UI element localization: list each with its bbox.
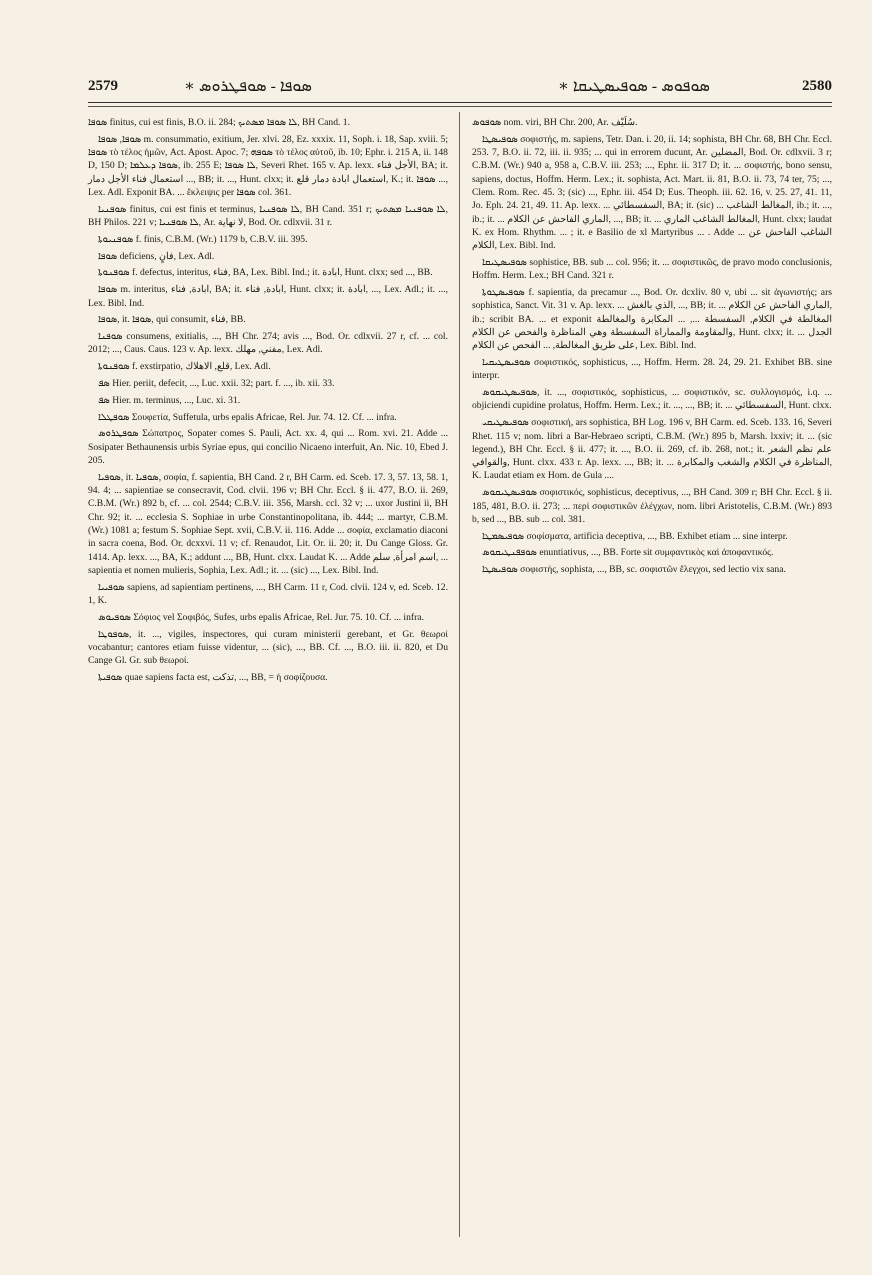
page-number-right: 2580: [802, 78, 832, 94]
dictionary-entry: ܣܘܦܝܣܡܛܐ σοφίσματα, artificia deceptiva, ..., BB. Exhibet etiam ... sine interpr.: [482, 530, 788, 542]
right-column: [472, 116, 832, 580]
dictionary-entry: ܣܘܦܝܣܛܐ σοφιστής, m. sapiens, Tetr. Dan. i. 20, ii. 14; sophista, BH Chr. 68, BH Chr. Eccl. 253. 7, B.O. ii. 72, iii. ii. 935; ... qui in errorem ducunt, Ar. المضلين, Bod. Or. cdlxvii. 3 r; C.B.M. (Wr.) 940 a, 958 a, C.B.V. iii. 253; ..., Ephr. ii. 317 D; it. ... σοφιστής, bono sensu, sapiens, doctus, Hoffm. Herm. Lex.; it. sophista, Act. Mart. ii. 81, B.O. ii. 73, 74 ter, 75; ..., Clem. Rom. Rec. 45. 3; (sic) ..., Ephr. iii. 454 D; Eus. Theoph. iii. 62. 16, v. 25. 27, 41. 11, Jo. Eph. 24. 21, 49. 11. Ap. lexx. ... السفسطائي, BA; it. (sic) ... المغالط الشاغب, ib.; it. ..., ib.; it. ... الماري الفاحش عن الكلام, ..., BB; it. ... المغالط الشاغب الماري, Hunt. clxx; laudat K. ex Hom. Rhythm. ... ; it. e Basilio de xl Martyribus ... . Adde ... الشاغب الفاحش عن الكلام, Lex. Bibl. Ind.: [472, 133, 833, 252]
dictionary-entry: ܣܘܦܢܘܬܐ f. defectus, interitus, فناء, BA, Lex. Bibl. Ind.; it. ابادة, Hunt. clxx; sed ..., BB.: [98, 267, 433, 279]
dictionary-entry: ܣܘܦܝܣܛܐ σοφιστής, sophista, ..., BB, sc. σοφιστῶν ἔλεγχοι, sed lectio vix sana.: [482, 564, 786, 576]
dictionary-entry: ܣܘܦܝܣܛܝܩܘܣ σοφιστικός, sophisticus, deceptivus, ..., BH Cand. 309 r; BH Chr. Eccl. § ii. 185, 481, B.O. ii. 273; ... περὶ σοφιστικῶν ἐλέγχων, nom. libri Aristotelis, C.B.M. (Wr.) 893 b, sed ..., BB. sub ... col. 381.: [472, 487, 832, 525]
column-divider: [459, 112, 460, 1237]
dictionary-entry: ܣܘܦܢܝܐ finitus, cui est finis et terminus, ܠܐ ܣܘܦܢܝܐ, BH Cand. 351 r; ܠܐ ܣܘܦܢܝܐ ܡܣܬܝܟ, BH Philos. 221 v; ܠܐ ܣܘܦܢܝܐ, Ar. لا نهاية, Bod. Or. cdlxvii. 31 r.: [88, 203, 448, 229]
dictionary-entry: ܣܘܦܝܣܛܝܩܐ sophistice, BB. sub ... col. 956; it. ... σοφιστικῶς, de pravo modo conclusionis, Hoffm. Herm. Lex.; BH Cand. 321 r.: [472, 256, 832, 282]
dictionary-entry: ܣܘܦܘܣ nom. viri, BH Chr. 200, Ar. سُلَيْف.: [472, 117, 638, 128]
dictionary-entry: ܣܘܦܝܣܛܝܩܘܣ, it. ..., σοφιστικός, sophisticus, ... σοφιστικόν, sc. συλλογισμός, i.q. ... objiciendi cupidine prolatus, Hoffm. Herm. Lex.; it. ..., ..., BB; it. ... السفسطائي, Hunt. clxx.: [472, 387, 832, 412]
dictionary-entry: ܣܘܦܐ, ܣܘܦܐ m. consummatio, exitium, Jer. xlvi. 28, Ez. xxxix. 11, Soph. i. 18, Sap. xviii. 5; ܣܘܦܐ τὸ τέλος ἡμῶν, Act. Apost. Apoc. 7; ܣܘܦܗ τὸ τέλος αὐτοῦ, ib. 10; Ephr. i. 215 A, ii. 148 D, 150 D; ܣܘܦܐ ܕܥܠܡܐ, ib. 255 E; ܠܐ ܣܘܦܐ, Severi Rhet. 165 v. Ap. lexx. الأجل فناء, BA; it. استعمال فناء الأجل دمار ..., BB; it. ..., Hunt. clxx; it. استعمال ابادة دمار قلع, K.; it. ܣܘܦܐ ..., Lex. Adl. Exponit BA. ... ἔκλειψις per ܣܘܦܐ col. 361.: [88, 133, 448, 198]
dictionary-entry: ܣܘܦܢܘܬܐ f. exstirpatio, قلع, الاهلاك, Lex. Adl.: [98, 361, 271, 373]
dictionary-entry: ܣܘܦܝܣܛܝܩܝ σοφιστική, ars sophistica, BH Log. 196 v, BH Carm. ed. Sceb. 133. 16, Severi Rhet. 115 v; nom. libri a Bar-Hebraeo scripti, C.B.M. (Wr.) 895 b, Marsh. lxxiv; it. ... (sic legend.), BH Chr. Eccl. § ii. 477; it. ..., B.O. ii. 269, cf. ib. 268, not.; it. علم نظم الشعر والقوافي, Hunt. clxx. 433 r. Ap. lexx. ..., BB; it. ... المناظرة في الكلام والشغب والمكابرة, K. Laudat etiam ex Hom. de Gula ....: [472, 417, 833, 482]
header-rule: [88, 102, 832, 103]
dictionary-entry: ܣܘܦܛܠܐ Σουφετία, Suffetula, urbs epalis Africae, Rel. Jur. 74. 12. Cf. ... infra.: [98, 411, 397, 423]
running-header: [88, 72, 832, 98]
running-title-left: ∗ ܣܘܦܐ - ܣܘܦܛܪܘܣ: [184, 78, 312, 95]
dictionary-entry: ܣܘܦܝܐ, it. ܣܘܦܝܐ, σοφία, f. sapientia, BH Cand. 2 r, BH Carm. ed. Sceb. 17. 3, 57. 13, 58. 1, 94. 4; ... sapientiae se consecravit, Cod. clvii. 196 v; BH Chr. Eccl. § ii. 477, B.O. ii. 269, C.B.M. (Wr.) 892 b, cf. ... col. 2544; C.B.V. iii. 356, Marsh. ccl. 32 v; ... uxor Justini ii, BH Chr. 92; it. ... ecclesia S. Sophiae in urbe Constantinopolitana, ib. 444; ... martyr, C.B.M. (Wr.) 1081 a; festum S. Sophiae Sept. xvii, C.B.V. ii. 116. Adde ... σοφία, exclamatio diaconi in sacra coena, Bod. Or. dcxxvi. 11 v; cf. Renaudot, Lit. Or. ii. 20; it. Du Cange Gloss. Gr. 1414. Ap. lexx. ..., BA, K.; addunt ..., BB, Hunt. clxx. Laudat K. ... Adde اسم امرأة, سلم, ... sapientia et nomen mulieris, Sophia, Lex. Adl.; it. ... (sic) ..., Lex. Bibl. Ind.: [88, 471, 448, 576]
dictionary-entry: ܣܘܦܐ deficiens, فانٍ, Lex. Adl.: [98, 250, 215, 262]
dictionary-entry: ܣܦ Hier. periit, defecit, ..., Luc. xxii. 32; part. f. ..., ib. xii. 33.: [98, 378, 335, 390]
page-number-left: 2579: [88, 78, 118, 94]
dictionary-entry: ܣܘܦܝܣܛܝܩܝܐ σοφιστικός, sophisticus, ..., Hoffm. Herm. 28. 24, 29. 21. Exhibet BB. sine interpr.: [472, 357, 832, 382]
dictionary-entry: ܣܘܦܦܢܛܝܩܘܣ enuntiativus, ..., BB. Forte sit συμφαντικὸς καὶ ἀποφαντικός.: [482, 547, 774, 559]
dictionary-entry: ܣܘܦܘܛܐ, it. ..., vigiles, inspectores, qui curam ministerii gerebant, et Gr. θεωροί vocabantur; cantores etiam fuisse videntur, ... (sic), ..., BB. Cf. ..., B.O. iii. ii. 820, et Du Cange Gl. Gr. sub θεωροί.: [88, 628, 448, 667]
dictionary-page: [88, 72, 832, 1242]
dictionary-entry: ܣܘܦܝܝܐ sapiens, ad sapientiam pertinens, ..., BH Carm. 11 r, Cod. clvii. 124 v, ed. Sceb. 12. 1, K.: [88, 581, 448, 606]
dictionary-entry: ܣܘܦܛܪܘܣ Σώπατρος, Sopater comes S. Pauli, Act. xx. 4, qui ... Rom. xvi. 21. Adde ... Sosipater Bethaunensis urbis Syriae epus, qui concilio Nicaeno interfuit, An. Nic. 10, Ebed J. 205.: [88, 428, 448, 467]
dictionary-entry: ܣܘܦܐ finitus, cui est finis, B.O. ii. 284; ܠܐ ܣܘܦܐ ܡܣܬܝܟ, BH Cand. 1.: [88, 117, 350, 128]
dictionary-entry: ܣܘܦܢܐ consumens, exitialis, ..., BH Chr. 274; avis ..., Bod. Or. cdlxvii. 27 r, cf. ... col. 2012; ..., Caus. Caus. 123 v. Ap. lexx. مفني, مهلك, Lex. Adl.: [88, 331, 448, 356]
running-title-right: ∗ ܣܘܦܘܣ - ܣܘܦܝܣܛܝܩܐ: [558, 78, 710, 95]
left-column: [88, 116, 448, 688]
dictionary-entry: ܣܘܦܐ m. interitus, ابادة, فناء, BA; it. ابادة, فناء, Hunt. clxx; it. ابادة, ..., Lex. Adl.; it. ..., Lex. Bibl. Ind.: [88, 284, 448, 309]
dictionary-entry: ܣܦ Hier. m. terminus, ..., Luc. xi. 31.: [98, 394, 241, 406]
dictionary-entry: ܣܘܦܢܝܘܬܐ f. finis, C.B.M. (Wr.) 1179 b, C.B.V. iii. 395.: [98, 233, 308, 245]
dictionary-entry: ܣܘܦܝܘܣ Σόφιος vel Σοφιβός, Sufes, urbs epalis Africae, Rel. Jur. 75. 10. Cf. ... infra.: [98, 611, 424, 623]
dictionary-entry: ܣܘܦܝܣܛܘܬܐ f. sapientia, da precamur ..., Bod. Or. dcxliv. 80 v, ubi ... sit ἀγωνιστής; ars sophistica, Sanct. Vit. 31 v. Ap. lexx. ... الذي بالغش, ..., BB; it. ... الماري الفاحش عن الكلام, ib.; scribit BA. ... et exponit المغالطة في الكلام, السفسطة ..., ... المكابرة والمغالطة والمقاومة والمماراة السفسطة وهي المناظرة والفحص عن الكلام, Hunt. clxx; it. ... الجدل على طريق المغالطة, ... الفحص عن الكلام, Lex. Bibl. Ind.: [472, 287, 832, 352]
dictionary-entry: ܣܘܦܐ, it. ܣܘܦܐ, qui consumit, فناء, BB.: [98, 314, 246, 326]
dictionary-entry: ܣܘܦܝܬܐ quae sapiens facta est, تذكت, ..., BB, = ἡ σοφίζουσα.: [98, 671, 328, 683]
header-rule-thin: [88, 106, 832, 107]
